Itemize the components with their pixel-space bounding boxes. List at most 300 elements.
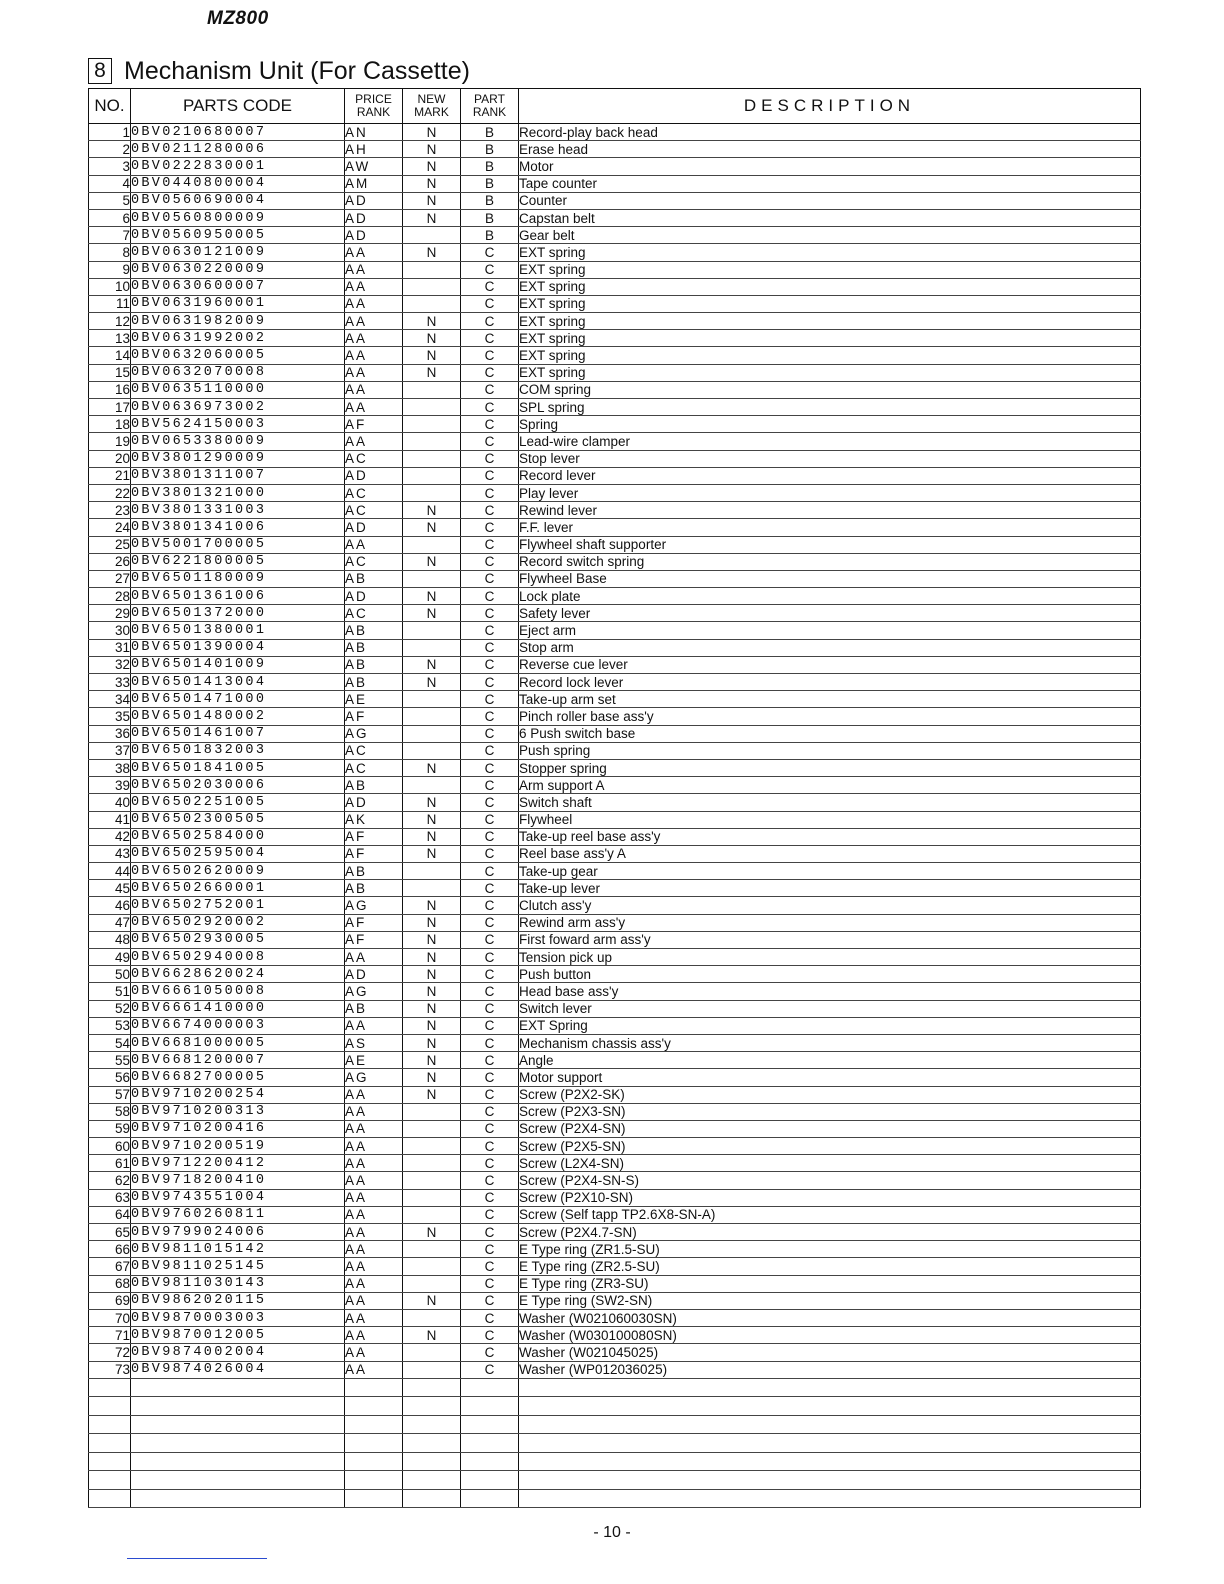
cell-desc: Washer (WP012036025) bbox=[519, 1361, 1141, 1378]
cell-price: AG bbox=[345, 897, 403, 914]
cell-no: 50 bbox=[89, 966, 131, 983]
blank-cell bbox=[345, 1452, 403, 1471]
cell-part: C bbox=[461, 1103, 519, 1120]
cell-price: AB bbox=[345, 674, 403, 691]
cell-desc: Take-up reel base ass'y bbox=[519, 828, 1141, 845]
table-row bbox=[89, 1000, 1141, 1017]
cell-code: 0BV0440800004 bbox=[131, 175, 345, 192]
cell-code: 0BV0560950005 bbox=[131, 227, 345, 244]
cell-code: 0BV9710200313 bbox=[131, 1103, 345, 1120]
cell-no: 12 bbox=[89, 313, 131, 330]
cell-price: AA bbox=[345, 1241, 403, 1258]
table-row bbox=[89, 966, 1141, 983]
cell-no: 10 bbox=[89, 278, 131, 295]
table-row bbox=[89, 1086, 1141, 1103]
cell-part: C bbox=[461, 399, 519, 416]
table-row bbox=[89, 399, 1141, 416]
cell-no: 57 bbox=[89, 1086, 131, 1103]
cell-desc: E Type ring (ZR1.5-SU) bbox=[519, 1241, 1141, 1258]
blank-cell bbox=[461, 1489, 519, 1508]
blank-row bbox=[89, 1415, 1141, 1434]
blank-cell bbox=[345, 1415, 403, 1434]
cell-desc: First foward arm ass'y bbox=[519, 931, 1141, 948]
blank-cell bbox=[89, 1397, 131, 1416]
cell-new bbox=[403, 278, 461, 295]
cell-code: 0BV6682700005 bbox=[131, 1069, 345, 1086]
blank-cell bbox=[461, 1397, 519, 1416]
cell-new bbox=[403, 1344, 461, 1361]
cell-part: C bbox=[461, 1292, 519, 1309]
cell-desc: Take-up gear bbox=[519, 863, 1141, 880]
cell-part: C bbox=[461, 949, 519, 966]
cell-code: 0BV6501372000 bbox=[131, 605, 345, 622]
cell-code: 0BV9811030143 bbox=[131, 1275, 345, 1292]
blank-cell bbox=[131, 1378, 345, 1397]
cell-part: C bbox=[461, 605, 519, 622]
cell-price: AB bbox=[345, 622, 403, 639]
table-row bbox=[89, 347, 1141, 364]
cell-part: C bbox=[461, 519, 519, 536]
cell-new: N bbox=[403, 519, 461, 536]
cell-part: C bbox=[461, 553, 519, 570]
cell-part: B bbox=[461, 175, 519, 192]
cell-desc: Take-up lever bbox=[519, 880, 1141, 897]
cell-no: 70 bbox=[89, 1309, 131, 1326]
cell-price: AF bbox=[345, 914, 403, 931]
footer-rule bbox=[127, 1558, 267, 1559]
cell-price: AB bbox=[345, 656, 403, 673]
cell-code: 0BV9799024006 bbox=[131, 1224, 345, 1241]
cell-code: 0BV0222830001 bbox=[131, 158, 345, 175]
blank-cell bbox=[345, 1434, 403, 1453]
cell-price: AD bbox=[345, 794, 403, 811]
cell-price: AA bbox=[345, 1189, 403, 1206]
cell-price: AA bbox=[345, 1172, 403, 1189]
cell-price: AA bbox=[345, 536, 403, 553]
cell-no: 71 bbox=[89, 1327, 131, 1344]
cell-code: 0BV6681000005 bbox=[131, 1034, 345, 1051]
cell-desc: EXT spring bbox=[519, 244, 1141, 261]
cell-desc: EXT spring bbox=[519, 278, 1141, 295]
table-row bbox=[89, 777, 1141, 794]
blank-cell bbox=[89, 1452, 131, 1471]
cell-part: C bbox=[461, 381, 519, 398]
cell-price: AC bbox=[345, 450, 403, 467]
cell-price: AA bbox=[345, 313, 403, 330]
table-row bbox=[89, 828, 1141, 845]
cell-new: N bbox=[403, 1224, 461, 1241]
blank-cell bbox=[131, 1471, 345, 1490]
cell-code: 0BV6502930005 bbox=[131, 931, 345, 948]
cell-price: AK bbox=[345, 811, 403, 828]
blank-cell bbox=[461, 1378, 519, 1397]
cell-code: 0BV0211280006 bbox=[131, 141, 345, 158]
cell-desc: Record lever bbox=[519, 467, 1141, 484]
cell-no: 18 bbox=[89, 416, 131, 433]
cell-no: 31 bbox=[89, 639, 131, 656]
cell-new bbox=[403, 880, 461, 897]
cell-no: 20 bbox=[89, 450, 131, 467]
blank-row bbox=[89, 1378, 1141, 1397]
cell-part: C bbox=[461, 863, 519, 880]
cell-part: C bbox=[461, 966, 519, 983]
blank-cell bbox=[519, 1378, 1141, 1397]
cell-part: C bbox=[461, 1206, 519, 1223]
cell-no: 17 bbox=[89, 399, 131, 416]
cell-no: 7 bbox=[89, 227, 131, 244]
cell-part: C bbox=[461, 742, 519, 759]
cell-no: 69 bbox=[89, 1292, 131, 1309]
table-row bbox=[89, 1103, 1141, 1120]
blank-cell bbox=[519, 1452, 1141, 1471]
table-row bbox=[89, 364, 1141, 381]
cell-price: AF bbox=[345, 931, 403, 948]
cell-new bbox=[403, 536, 461, 553]
cell-code: 0BV9710200519 bbox=[131, 1138, 345, 1155]
cell-new bbox=[403, 1241, 461, 1258]
cell-new: N bbox=[403, 588, 461, 605]
cell-desc: Flywheel Base bbox=[519, 570, 1141, 587]
table-row bbox=[89, 158, 1141, 175]
table-row bbox=[89, 845, 1141, 862]
cell-new bbox=[403, 467, 461, 484]
cell-part: C bbox=[461, 1069, 519, 1086]
cell-price: AA bbox=[345, 1086, 403, 1103]
cell-desc: F.F. lever bbox=[519, 519, 1141, 536]
cell-desc: Stop arm bbox=[519, 639, 1141, 656]
cell-desc: Motor bbox=[519, 158, 1141, 175]
cell-no: 8 bbox=[89, 244, 131, 261]
cell-code: 0BV0630600007 bbox=[131, 278, 345, 295]
cell-code: 0BV3801290009 bbox=[131, 450, 345, 467]
cell-no: 3 bbox=[89, 158, 131, 175]
cell-no: 26 bbox=[89, 553, 131, 570]
cell-no: 41 bbox=[89, 811, 131, 828]
table-row bbox=[89, 1172, 1141, 1189]
header-parts-code: PARTS CODE bbox=[131, 89, 345, 124]
cell-code: 0BV0653380009 bbox=[131, 433, 345, 450]
cell-desc: Erase head bbox=[519, 141, 1141, 158]
cell-code: 0BV9874002004 bbox=[131, 1344, 345, 1361]
cell-code: 0BV3801311007 bbox=[131, 467, 345, 484]
cell-desc: Eject arm bbox=[519, 622, 1141, 639]
cell-desc: Mechanism chassis ass'y bbox=[519, 1034, 1141, 1051]
cell-desc: Push spring bbox=[519, 742, 1141, 759]
cell-no: 43 bbox=[89, 845, 131, 862]
cell-part: C bbox=[461, 983, 519, 1000]
table-row bbox=[89, 794, 1141, 811]
cell-new: N bbox=[403, 1052, 461, 1069]
cell-desc: Push button bbox=[519, 966, 1141, 983]
cell-part: C bbox=[461, 347, 519, 364]
cell-new bbox=[403, 691, 461, 708]
cell-no: 9 bbox=[89, 261, 131, 278]
cell-new bbox=[403, 1258, 461, 1275]
cell-desc: Screw (L2X4-SN) bbox=[519, 1155, 1141, 1172]
table-row bbox=[89, 124, 1141, 141]
cell-new bbox=[403, 1275, 461, 1292]
cell-no: 55 bbox=[89, 1052, 131, 1069]
cell-price: AA bbox=[345, 1103, 403, 1120]
blank-cell bbox=[403, 1452, 461, 1471]
cell-desc: Arm support A bbox=[519, 777, 1141, 794]
cell-new: N bbox=[403, 914, 461, 931]
cell-price: AB bbox=[345, 570, 403, 587]
cell-code: 0BV0630220009 bbox=[131, 261, 345, 278]
cell-code: 0BV3801331003 bbox=[131, 502, 345, 519]
cell-price: AB bbox=[345, 639, 403, 656]
section-heading bbox=[88, 56, 470, 86]
cell-no: 34 bbox=[89, 691, 131, 708]
blank-cell bbox=[403, 1434, 461, 1453]
blank-cell bbox=[461, 1471, 519, 1490]
cell-desc: Gear belt bbox=[519, 227, 1141, 244]
cell-code: 0BV6501841005 bbox=[131, 759, 345, 776]
cell-no: 24 bbox=[89, 519, 131, 536]
cell-part: C bbox=[461, 914, 519, 931]
cell-new: N bbox=[403, 1292, 461, 1309]
cell-new: N bbox=[403, 192, 461, 209]
cell-part: C bbox=[461, 1258, 519, 1275]
cell-code: 0BV6502940008 bbox=[131, 949, 345, 966]
cell-code: 0BV9743551004 bbox=[131, 1189, 345, 1206]
cell-desc: Reverse cue lever bbox=[519, 656, 1141, 673]
cell-part: B bbox=[461, 209, 519, 226]
table-row bbox=[89, 450, 1141, 467]
cell-no: 28 bbox=[89, 588, 131, 605]
cell-desc: SPL spring bbox=[519, 399, 1141, 416]
table-row bbox=[89, 1224, 1141, 1241]
blank-cell bbox=[403, 1489, 461, 1508]
cell-no: 63 bbox=[89, 1189, 131, 1206]
table-row bbox=[89, 897, 1141, 914]
cell-no: 35 bbox=[89, 708, 131, 725]
cell-no: 23 bbox=[89, 502, 131, 519]
blank-cell bbox=[403, 1378, 461, 1397]
table-row bbox=[89, 278, 1141, 295]
table-row bbox=[89, 261, 1141, 278]
table-row bbox=[89, 931, 1141, 948]
cell-no: 27 bbox=[89, 570, 131, 587]
cell-new: N bbox=[403, 1017, 461, 1034]
cell-price: AD bbox=[345, 467, 403, 484]
table-row bbox=[89, 914, 1141, 931]
cell-price: AA bbox=[345, 261, 403, 278]
cell-code: 0BV6502920002 bbox=[131, 914, 345, 931]
cell-new: N bbox=[403, 175, 461, 192]
cell-part: C bbox=[461, 811, 519, 828]
cell-new: N bbox=[403, 124, 461, 141]
cell-price: AA bbox=[345, 433, 403, 450]
cell-no: 29 bbox=[89, 605, 131, 622]
cell-new: N bbox=[403, 158, 461, 175]
cell-price: AD bbox=[345, 519, 403, 536]
cell-desc: Angle bbox=[519, 1052, 1141, 1069]
cell-no: 36 bbox=[89, 725, 131, 742]
cell-part: C bbox=[461, 536, 519, 553]
table-row bbox=[89, 313, 1141, 330]
cell-code: 0BV0210680007 bbox=[131, 124, 345, 141]
cell-desc: Lock plate bbox=[519, 588, 1141, 605]
cell-price: AA bbox=[345, 330, 403, 347]
section-title: Mechanism Unit (For Cassette) bbox=[124, 56, 470, 85]
cell-part: C bbox=[461, 1120, 519, 1137]
table-row bbox=[89, 725, 1141, 742]
cell-part: C bbox=[461, 1138, 519, 1155]
cell-new: N bbox=[403, 244, 461, 261]
cell-no: 14 bbox=[89, 347, 131, 364]
cell-no: 47 bbox=[89, 914, 131, 931]
cell-code: 0BV0631960001 bbox=[131, 295, 345, 312]
cell-no: 32 bbox=[89, 656, 131, 673]
table-row bbox=[89, 1206, 1141, 1223]
cell-code: 0BV6502595004 bbox=[131, 845, 345, 862]
cell-code: 0BV9862020115 bbox=[131, 1292, 345, 1309]
cell-code: 0BV6501471000 bbox=[131, 691, 345, 708]
cell-desc: Record switch spring bbox=[519, 553, 1141, 570]
cell-price: AG bbox=[345, 983, 403, 1000]
cell-code: 0BV6502030006 bbox=[131, 777, 345, 794]
header-new-mark: NEW MARK bbox=[403, 89, 461, 124]
cell-no: 37 bbox=[89, 742, 131, 759]
cell-new: N bbox=[403, 674, 461, 691]
cell-new: N bbox=[403, 845, 461, 862]
cell-desc: Screw (P2X5-SN) bbox=[519, 1138, 1141, 1155]
cell-no: 65 bbox=[89, 1224, 131, 1241]
cell-new: N bbox=[403, 794, 461, 811]
cell-part: C bbox=[461, 931, 519, 948]
cell-price: AC bbox=[345, 605, 403, 622]
cell-code: 0BV0560800009 bbox=[131, 209, 345, 226]
cell-price: AB bbox=[345, 777, 403, 794]
cell-new bbox=[403, 450, 461, 467]
cell-new: N bbox=[403, 1086, 461, 1103]
cell-desc: Rewind arm ass'y bbox=[519, 914, 1141, 931]
cell-no: 61 bbox=[89, 1155, 131, 1172]
table-row bbox=[89, 1138, 1141, 1155]
blank-row bbox=[89, 1489, 1141, 1508]
table-row bbox=[89, 880, 1141, 897]
cell-price: AB bbox=[345, 863, 403, 880]
cell-desc: Motor support bbox=[519, 1069, 1141, 1086]
cell-new bbox=[403, 1206, 461, 1223]
cell-no: 11 bbox=[89, 295, 131, 312]
cell-code: 0BV0632070008 bbox=[131, 364, 345, 381]
table-row bbox=[89, 1361, 1141, 1378]
blank-cell bbox=[89, 1415, 131, 1434]
cell-new bbox=[403, 295, 461, 312]
cell-new bbox=[403, 639, 461, 656]
cell-no: 25 bbox=[89, 536, 131, 553]
cell-desc: Tension pick up bbox=[519, 949, 1141, 966]
header-part-rank: PART RANK bbox=[461, 89, 519, 124]
cell-desc: EXT spring bbox=[519, 364, 1141, 381]
table-row bbox=[89, 588, 1141, 605]
blank-cell bbox=[131, 1397, 345, 1416]
cell-part: C bbox=[461, 880, 519, 897]
cell-price: AG bbox=[345, 725, 403, 742]
cell-part: C bbox=[461, 484, 519, 501]
cell-new bbox=[403, 261, 461, 278]
cell-part: C bbox=[461, 845, 519, 862]
blank-row bbox=[89, 1452, 1141, 1471]
cell-new bbox=[403, 622, 461, 639]
cell-price: AA bbox=[345, 364, 403, 381]
cell-price: AG bbox=[345, 1069, 403, 1086]
cell-part: C bbox=[461, 1172, 519, 1189]
table-row bbox=[89, 433, 1141, 450]
cell-new: N bbox=[403, 828, 461, 845]
cell-new: N bbox=[403, 1327, 461, 1344]
section-number: 8 bbox=[88, 58, 112, 84]
cell-desc: Screw (Self tapp TP2.6X8-SN-A) bbox=[519, 1206, 1141, 1223]
cell-part: C bbox=[461, 330, 519, 347]
cell-part: C bbox=[461, 1327, 519, 1344]
cell-new: N bbox=[403, 313, 461, 330]
table-row bbox=[89, 1327, 1141, 1344]
cell-no: 68 bbox=[89, 1275, 131, 1292]
cell-no: 45 bbox=[89, 880, 131, 897]
cell-price: AE bbox=[345, 1052, 403, 1069]
cell-code: 0BV0560690004 bbox=[131, 192, 345, 209]
cell-no: 59 bbox=[89, 1120, 131, 1137]
cell-code: 0BV0630121009 bbox=[131, 244, 345, 261]
cell-part: C bbox=[461, 725, 519, 742]
cell-desc: Tape counter bbox=[519, 175, 1141, 192]
cell-code: 0BV0631992002 bbox=[131, 330, 345, 347]
blank-cell bbox=[89, 1434, 131, 1453]
cell-price: AF bbox=[345, 845, 403, 862]
cell-desc: COM spring bbox=[519, 381, 1141, 398]
cell-code: 0BV6661050008 bbox=[131, 983, 345, 1000]
blank-cell bbox=[519, 1397, 1141, 1416]
cell-desc: EXT spring bbox=[519, 313, 1141, 330]
cell-part: C bbox=[461, 450, 519, 467]
cell-desc: Washer (W021060030SN) bbox=[519, 1309, 1141, 1326]
cell-part: C bbox=[461, 759, 519, 776]
cell-part: C bbox=[461, 777, 519, 794]
cell-new: N bbox=[403, 330, 461, 347]
cell-desc: EXT spring bbox=[519, 261, 1141, 278]
cell-code: 0BV6502752001 bbox=[131, 897, 345, 914]
cell-desc: Take-up arm set bbox=[519, 691, 1141, 708]
cell-part: C bbox=[461, 588, 519, 605]
cell-new: N bbox=[403, 811, 461, 828]
cell-part: B bbox=[461, 227, 519, 244]
cell-new bbox=[403, 399, 461, 416]
cell-no: 4 bbox=[89, 175, 131, 192]
cell-desc: Screw (P2X3-SN) bbox=[519, 1103, 1141, 1120]
cell-code: 0BV9811025145 bbox=[131, 1258, 345, 1275]
cell-price: AA bbox=[345, 381, 403, 398]
cell-part: C bbox=[461, 656, 519, 673]
cell-desc: Play lever bbox=[519, 484, 1141, 501]
cell-part: B bbox=[461, 124, 519, 141]
parts-table bbox=[88, 88, 1141, 1508]
blank-cell bbox=[131, 1434, 345, 1453]
cell-price: AF bbox=[345, 416, 403, 433]
blank-cell bbox=[345, 1397, 403, 1416]
cell-new: N bbox=[403, 364, 461, 381]
cell-no: 62 bbox=[89, 1172, 131, 1189]
blank-cell bbox=[131, 1452, 345, 1471]
blank-cell bbox=[345, 1378, 403, 1397]
cell-no: 30 bbox=[89, 622, 131, 639]
cell-desc: Screw (P2X4-SN-S) bbox=[519, 1172, 1141, 1189]
cell-desc: Screw (P2X4-SN) bbox=[519, 1120, 1141, 1137]
cell-new: N bbox=[403, 553, 461, 570]
table-row bbox=[89, 742, 1141, 759]
